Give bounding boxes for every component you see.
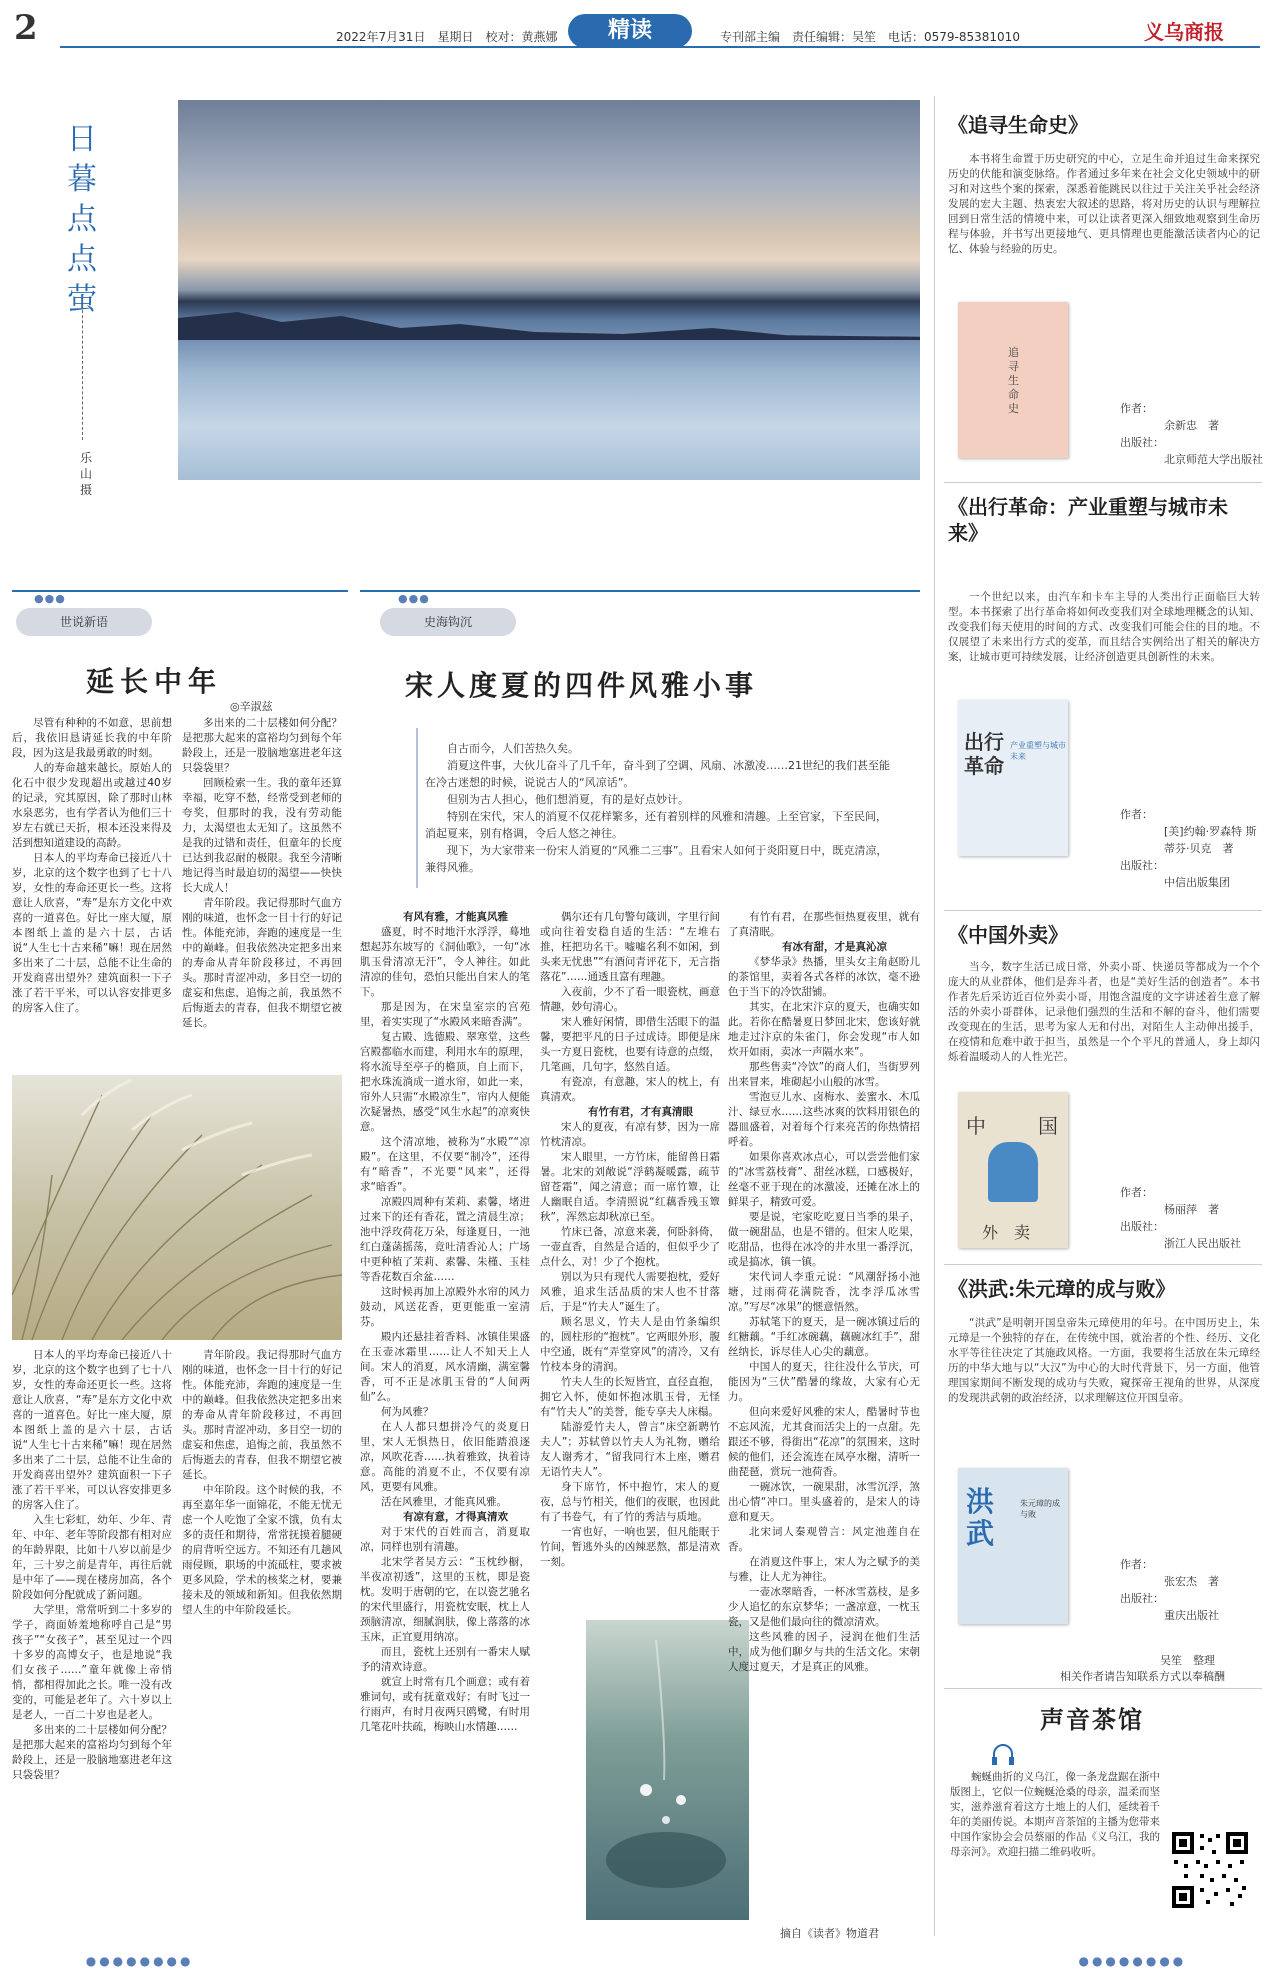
photo-author: 乐山 摄 [80, 451, 105, 497]
main-para: 陆游爱竹夫人，曾言“床空新聘竹夫人”；苏轼曾以竹夫人为礼物，赠给友人谢秀才，“留我同行木上座，赠君无语竹夫人”。 [540, 1421, 720, 1478]
book4-cover-subtitle: 朱元璋的成与败 [1020, 1499, 1060, 1519]
book4-title: 《洪武:朱元璋的成与败》 [948, 1277, 1176, 1301]
book3-desc-text: 当今，数字生活已成日常，外卖小哥、快递员等都成为一个个庞大的从业群体，他们是奔斗者，也是“美好生活的创造者”。本书作者先后采访近百位外卖小哥，用饱含温度的文字讲述着生意了解活的外卖小哥群体，记录他们强烈的生活和不解的奋斗，他们需要改变现在的生活，思考为家人无和付出，对陌生人主动伸出援手，在疫情和危难中敢于担当，虽然是一个个平凡的普通人，身上却闪烁着温暖动人的人性光芒。 [948, 961, 1260, 1063]
book2-author: [美]约翰·罗森特 斯蒂芬·贝克 著 [1164, 825, 1257, 855]
main-col1 [360, 910, 530, 1940]
reed-drawing [12, 1075, 342, 1340]
book4-info [1120, 1556, 1219, 1624]
section-badge [568, 14, 692, 48]
page-header [0, 0, 1272, 60]
main-para: 活在风雅里，才能真风雅。 [381, 1496, 507, 1508]
main-para: 有竹有君，在那些恒热夏夜里，就有了真清眠。 [728, 911, 920, 938]
main-para: 何为风雅？ [381, 1406, 434, 1418]
intro-para: 自古而今，人们苦热久矣。 [447, 742, 579, 755]
main-essay-title: 宋人度夏的四件风雅小事 [405, 669, 758, 702]
source-credit: 摘自《读者》物道君 [780, 1927, 879, 1940]
main-para: 在人人都只想拼冷气的炎夏日里，宋人无惧热日，依旧能踏浪逐凉，风吹花香……执着雅致，执着诗意。高能的消夏不止，不仅要有凉风，更要有风雅。 [360, 1421, 530, 1493]
main-para: 这些风雅的因子，浸润在他们生活中，成为他们聊夕与共的生活文化。宋朝人度过夏天，才是真正的风雅。 [728, 1631, 920, 1673]
main-para: 凉殿四周种有茉莉、素馨，堵进过来下的还有香花，置之清晨生凉；池中浮玫荷花万朵，每逢夏日，一池红白蓬菡摇荡，竟吐清香沁人；广场中更种植了茉莉、素馨、朱槿、玉桂等香花数百余盆…… [360, 1196, 530, 1283]
left-para: 大学里，常常听到二十多岁的学子，商面娇羞地称呼自己是“男孩子”“女孩子”，甚至见过一个四十多岁的高博女子，也是地说“我们女孩子……”童年就像上帝悄悄，都相得加此之长。唯一没有改变的，可能是老年了。六十岁以上是老人，一百二十岁也是老人。 [12, 1604, 172, 1721]
book3-title: 《中国外卖》 [948, 923, 1068, 947]
left-essay-author: ◎辛淑兹 [230, 700, 273, 713]
section-heading: 有竹有君，才有真清眼 [588, 1106, 693, 1118]
header-editors: 专刊部主编 责任编辑：吴笙 电话：0579-85381010 [720, 30, 1020, 44]
main-para: 这个清凉地，被称为“水殿”“凉殿”。在这里，不仅要“制冷”，还得有“暗香”，不光要“风来”，还得求“暗香”。 [360, 1136, 530, 1193]
main-para: 别以为只有现代人需要抱枕，爱好风雅，追求生活品质的宋人也不甘落后，于是“竹夫人”诞生了。 [540, 1271, 720, 1313]
main-para: 如果你喜欢冰点心，可以尝尝他们家的“冰雪荔枝膏”、甜丝冰糕，口感极好，丝毫不亚于现在的冰激凌，还摊在冰上的鲜果子，精致可爱。 [728, 1151, 920, 1208]
header-divider [60, 46, 1260, 48]
section-label: 精读 [607, 18, 652, 43]
left-essay-col1 [12, 716, 172, 1068]
left-para: 青年阶段。我记得那时气血方刚的味道，也怀念一目十行的好记性。体能充沛，奔跑的速度是一生中的巅峰。但我依然决定把多出来的寿命从青年阶段移过，不再回头。那时青涩冲动，多目空一切的虚妄和焦虑，追悔之前，我虽然不后悔逝去的青春，但我不期望它被延长。 [182, 897, 342, 1029]
brand-logo: 义乌商报 [1144, 20, 1224, 44]
main-para: 盛夏，时不时地汗水浮浮，蓦地想起苏东坡写的《洞仙歌》，一句“冰肌玉骨清凉无汗”，令人神往。如此清凉的佳句，恐怕只能出自宋人的笔下。 [360, 926, 530, 998]
main-para: 在消夏这件事上，宋人为之赋予的美与雅，让人尤为神往。 [728, 1556, 920, 1583]
main-para: 北宋词人秦观曾言：风定池莲自在香。 [728, 1526, 920, 1553]
page-footer-dots: ●●●●●●●● ●●●●●●●● [85, 1954, 1187, 1968]
main-para: 顾名思义，竹夫人是由竹条编织的，圆柱形的“抱枕”。它两眼外形，腹中空通，既有“弄堂穿风”的清冷，又有竹枝本身的清润。 [540, 1316, 720, 1373]
book4-publisher-label: 出版社： [1120, 1592, 1164, 1605]
section-heading: 有风有雅，才能真风雅 [403, 911, 508, 923]
book1-title: 《追寻生命史》 [948, 113, 1088, 137]
book2-publisher: 中信出版集团 [1164, 876, 1230, 889]
left-essay-col2 [182, 716, 342, 1068]
photo-title-divider [82, 300, 84, 440]
book1-desc-text: 本书将生命置于历史研究的中心，立足生命并追过生命来探究历史的伏能和演变脉络。作者通过多年来在社会文化史领域中的研习和对这些个案的探索，深悉着能跳民以往过于关注关乎社会经济发展的宏大主题、热衷宏大叙述的思路，将对历史的认识与理解拉回到日常生活的情境中来，可以让读者更深入细致地观察到生命历程与体验，并书写出更接地气、更具情理也更能激活读者内心的记忆、体验与经验的历史。 [948, 153, 1260, 255]
qr-code[interactable] [1170, 1830, 1250, 1910]
page-number: 2 [14, 8, 38, 48]
left-para: 日本人的平均寿命已接近八十岁，北京的这个数字也到了七十八岁，女性的寿命还更长一些。这将意让人欣喜，“寿”是东方文化中欢喜的一道喜色。好比一座大厦，原本图纸上盖的是六十层，古话说“人生七十古来稀”嘛！现在居然多出来了二十层，总能不让生命的开发商喜出望外？建筑面积一下子涨了若干平米，可以认容安排更多的房客入住了。 [12, 852, 172, 1014]
sidebar-contact: 相关作者请告知联系方式以奉稿酬 [1060, 1670, 1225, 1683]
left-para: 回顾检索一生。我的童年还算幸福，吃穿不愁，经常受到老师的夸奖，但那时的我，没有劳动能力，太渴望也太无知了。这虽然不是我的过错和责任，但童年的长度已达到我忍耐的极限。我至今清晰地记得当时最迫切的渴望——快快长大成人！ [182, 777, 342, 894]
main-para: 苏轼笔下的夏天，是一碗冰镇过后的红糖藕。“手红冰碗藕，藕碗冰红手”，甜丝纳长，诉尽佳人心尖的藕意。 [728, 1316, 920, 1358]
main-para: 这时候再加上凉殿外水帘的风力鼓动，风送花香，更更能重一室清芬。 [360, 1286, 530, 1328]
main-para: 而且，瓷枕上还别有一番宋人赋予的清欢诗意。 [360, 1646, 530, 1673]
main-para: 那些售卖“冷饮”的商人们，当街罗列出来冒来，堆砌起小山般的冰雪。 [728, 1061, 920, 1088]
intro-para: 消夏这件事，大伙儿奋斗了几千年，奋斗到了空调、风扇、冰激凌……21世纪的我们甚至能在冷古迷想的时候，说说古人的“风凉话”。 [425, 759, 890, 789]
left-essay-col4 [182, 1348, 342, 1938]
tag-shihai: 史海钩沉 [380, 608, 516, 636]
left-para: 多出来的二十层楼如何分配？是把那大起来的富裕均匀到每个年龄段上，还是一股脑地塞进老年这只袋袋里？ [182, 717, 342, 774]
sidebar-credits: 吴笙 整理 [1160, 1654, 1215, 1667]
book3-desc [948, 960, 1260, 1065]
main-para: 殿内还悬挂着香料、冰镇佳果盛在玉壶冰霜里……让人不知天上人间。宋人的消夏，风水清幽，满室馨香，可不正是冰肌玉骨的“人间两仙”么。 [360, 1331, 530, 1403]
main-para: 竹夫人生的长短皆宜，直径直抱，拥它入怀，使如怀抱冰肌玉骨，无怪有“竹夫人”的美誉，能专享夫人床榻。 [540, 1376, 720, 1418]
book4-publisher: 重庆出版社 [1164, 1609, 1219, 1622]
book2-publisher-label: 出版社： [1120, 859, 1164, 872]
main-para: 复古殿、选德殿、翠寒堂，这些宫殿都临水而建，利用水车的原理，将水流导至亭子的檐顶，自上而下，把水珠流淌成一道水帘，如此一来，帘外人只需“水殿凉生”，帘内人便能次疑暑热，感受“风生水起”的凉爽快意。 [360, 1031, 530, 1133]
main-para: 北宋学者吴方云：“玉枕纱橱，半夜凉初透”，这里的玉枕，即是瓷枕。发明于唐朝的它，在以瓷艺驰名的宋代里盛行，用瓷枕安眠，枕上人颈脑清凉，细腻润肤，像上落落的冰玉床，正宜夏用纳凉。 [360, 1556, 530, 1643]
headphone-icon [990, 1742, 1016, 1768]
book2-cover-subtitle: 产业重塑与城市未来 [1010, 741, 1066, 761]
section-heading: 有凉有意，才得真清欢 [403, 1511, 508, 1523]
left-essay-col3 [12, 1348, 172, 1938]
main-para: 要是说，宅家吃吃夏日当季的果子，做一碗甜品，也是不错的。但宋人吃果，吃甜品，也得在冰冷的井水里一番浮沉，或是搞冰，镇一镇。 [728, 1211, 920, 1268]
main-para: 一壶冰翠暗香，一杯冰雪荔枝，是多少人追忆的东京梦华；一盏凉意，一枕玉瓷，又是他们最向往的微凉清欢。 [728, 1586, 920, 1628]
main-col2 [540, 910, 720, 1610]
audio-teahouse-title: 声音茶馆 [1040, 1705, 1144, 1734]
book-separator [944, 1264, 1262, 1265]
book2-cover [958, 700, 1068, 856]
main-para: 其实，在北宋汴京的夏天，也确实如此。若你在酷暑夏日梦回北宋，您该好就地走过汴京的朱雀门，你会发现“市人如炊开如雨，卖冰一声隔水来”。 [728, 1001, 920, 1058]
delivery-rider-figure [988, 1142, 1038, 1202]
ice-water-photo [586, 1620, 749, 1920]
book-separator [944, 1688, 1262, 1689]
intro-para: 特别在宋代，宋人的消夏不仅花样繁多，还有着别样的风雅和清趣。上至官家，下至民间，消起夏来，别有格调，令后人悠之神往。 [425, 810, 887, 840]
book3-cover-bottom: 外 卖 [982, 1223, 1031, 1242]
book3-cover-char2: 国 [1038, 1114, 1058, 1138]
book1-author-label: 作者： [1120, 402, 1153, 415]
main-para: 对于宋代的百姓而言，消夏取凉，同样也别有清趣。 [360, 1526, 530, 1553]
mountain-silhouette [178, 300, 920, 340]
book2-desc [948, 590, 1260, 665]
main-para: 宋代词人李重元说：“风潮舒扬小池塘，过雨荷花满院香，沈李浮瓜冰雪凉。”写尽“冰果”的惬意悟然。 [728, 1271, 920, 1313]
water-drawing [586, 1620, 749, 1920]
main-para: 中国人的夏天，往往没什么节庆，可能因为“三伏”酷暑的缘故，大家有心无力。 [728, 1361, 920, 1403]
book2-info [1120, 806, 1260, 891]
main-para: 那是因为，在宋皇室宗的宫苑里，着实实现了“水殿风来暗香满”。 [360, 1001, 530, 1028]
lake-sunset-photo [178, 100, 920, 480]
book4-author: 张宏杰 著 [1164, 1575, 1219, 1588]
main-para: 《梦华录》热播，里头女主角赵盼儿的茶馆里，卖着各式各样的冰饮，毫不逊色于当下的冷饮甜铺。 [728, 956, 920, 998]
book-separator [944, 910, 1262, 911]
book2-author-label: 作者： [1120, 808, 1153, 821]
left-para: 日本人的平均寿命已接近八十岁，北京的这个数字也到了七十八岁，女性的寿命还更长一些。这将意让人欣喜，“寿”是东方文化中欢喜的一道喜色。好比一座大厦，原本图纸上盖的是六十层，古话说“人生七十古来稀”嘛！现在居然多出来了二十层，总能不让生命的开发商喜出望外？建筑面积一下子涨了若干平米，可以认容安排更多的房客入住了。 [12, 1349, 172, 1511]
main-para: 宋人雅好闲情，即借生活眼下的温馨，要把平凡的日子过成诗。即便是床头一方夏日瓷枕，也要有诗意的点缀，几笔画，几句字，悠然自适。 [540, 1016, 720, 1073]
book3-cover-char1: 中 [966, 1114, 986, 1138]
reed-grass-photo [12, 1075, 342, 1340]
book4-cover [958, 1468, 1068, 1624]
book1-cover-title: 追寻生命史 [1008, 346, 1019, 415]
book1-author: 余新忠 著 [1164, 419, 1219, 432]
left-para: 尽管有种种的不如意，思前想后，我依旧恳请延长我的中年阶段，因为这是我最勇敢的时刻。 [12, 717, 172, 759]
book1-cover [958, 302, 1068, 458]
left-para: 中年阶段。这个时候的我，不再至嘉年华一面锦花，不能无忧无虑一个人吃饱了全家不饿，负有太多的责任和期待，常常抚摸着腿硬的肩背听空远方。不知还有几趟风雨侵顾，职场的中流砥柱，要求被更多风险，学术的核桨之材，要兼接未及的领域和新知。但我依然期望人生的中年阶段延长。 [182, 1484, 342, 1616]
book4-desc [948, 1316, 1260, 1406]
section-heading: 有冰有甜，才是真沁凉 [782, 941, 887, 953]
main-col3 [728, 910, 920, 1940]
main-para: 身下席竹，怀中抱竹，宋人的夏夜，总与竹相关，他们的夜眠，也因此有了书卷气，有了竹的秀洁与质地。 [540, 1481, 720, 1523]
book4-cover-title: 洪武 [966, 1485, 995, 1550]
book2-desc-text: 一个世纪以来，由汽车和卡车主导的人类出行正面临巨大转型。本书探索了出行革命将如何改变我们对全球地理概念的认知、改变我们每天使用的时间的方式、改变我们可能会住的目的地。不仅展望了未来出行方式的变革，而且结合实例给出了相关的解决方案，让城市更可持续发展，让经济创造更具创新性的未来。 [948, 591, 1260, 663]
book-separator [944, 482, 1262, 483]
audio-teahouse-desc [950, 1770, 1160, 1860]
main-essay-intro [425, 740, 895, 876]
main-para: 一宵也好，一响也罢，但凡能眠于竹间，暂逃外头的凶辣恶熬，都是清欢一刻。 [540, 1526, 720, 1568]
photo-title: 日暮点点萤 [67, 122, 97, 317]
book3-author-label: 作者： [1120, 1186, 1153, 1199]
book4-desc-text: “洪武”是明朝开国皇帝朱元璋使用的年号。在中国历史上，朱元璋是一个独特的存在，在传统中国，就治者的个性、经历、文化水平等往往决定了其施政风格。一方面，我要将生活放在朱元璋经历的中华大地与以“大汉”为中心的大时代背景下，另一方面，他管理国家期间不断发现的成功与失败，窥探帝王视角的世界，从深度的发现洪武朝的政治经济，以求理解这位开国皇帝。 [948, 1317, 1260, 1404]
tag-dots: ●●● [398, 592, 430, 605]
intro-para: 但别为古人担心，他们想消夏，有的是好点妙计。 [447, 793, 689, 806]
main-para: 雪泡豆儿水、卤梅水、姜蜜水、木瓜汁、绿豆水……这些冰爽的饮料用银色的器皿盛着，对着每个行来亮苦的你热情招呼着。 [728, 1091, 920, 1148]
main-para: 宋人眼里，一方竹床，能留兽日霜暑。北宋的刘敞说“浮鹤凝暖露，疏节留苍霜”，闻之清意；而一席竹簟，让人幽眠自适。李清照说“红藕香残玉簟秋”，浑然忘却秋凉已至。 [540, 1151, 720, 1223]
main-para: 偶尔还有几句警句箴训，字里行间或向往着安稳自适的生活：“左堆右推，枉把功名干。嘘嘘名利不如闲，到头来无忧患”“有酒问青评花下，无言指落花”……通透且富有理趣。 [540, 911, 720, 983]
left-para: 青年阶段。我记得那时气血方刚的味道，也怀念一目十行的好记性。体能充沛，奔跑的速度是一生中的巅峰。但我依然决定把多出来的寿命从青年阶段移过，不再回头。那时青涩冲动，多目空一切的虚妄和焦虑，追悔之前，我虽然不后悔逝去的青春，但我不期望它被延长。 [182, 1349, 342, 1481]
audio-teahouse-desc-text: 蜿蜒曲折的义乌江，像一条龙盘踞在浙中版图上，它似一位蜿蜒沧桑的母亲，温柔而坚实，滋养滋育着这方土地上的人们，延续着千年的美丽传说。本期声音茶馆的主播为您带来中国作家协会会员蔡丽的作品《义乌江，我的母亲河》。欢迎扫描二维码收听。 [950, 1771, 1160, 1858]
main-para: 就宣上时常有几个画意；或有着雅词句，或有抚童戏好；有时飞过一行雨声，有时月夜两只鸥鹭，有时用几笔花叶扶疏，梅映山水情趣…… [360, 1676, 530, 1733]
main-para: 入夜前，少不了看一眼瓷枕，画意情趣，妙句清心。 [540, 986, 720, 1013]
book2-cover-title: 出行革命 [964, 730, 1004, 778]
left-para: 入生七彩虹，幼年、少年、青年、中年、老年等阶段都有相对应的年龄界限，比如十八岁以前是少年，三十岁之前是青年，再往后就是中年了——现在楼房加高，各个阶段如何分配就成了新问题。 [12, 1514, 172, 1601]
tag-shishuo: 世说新语 [16, 608, 152, 636]
main-para: 一碗冰饮，一碗果甜，冰雪沉浮，煞出心情“冲口。里头盛着的，是宋人的诗意和夏天。 [728, 1481, 920, 1523]
sidebar-divider [934, 96, 935, 1936]
main-para: 但向来爱好风雅的宋人，酷暑时节也不忘风流，尤其食而活尖上的一点甜。先跟还不够，得街出“花凉”的氛围来，这时候的他们，还会流连在凤亭水榭，清听一曲琵琶，赏玩一池荷香。 [728, 1406, 920, 1478]
book3-cover [958, 1092, 1068, 1248]
left-essay-title: 延长中年 [86, 665, 223, 698]
book3-publisher: 浙江人民出版社 [1164, 1237, 1241, 1250]
book2-title: 《出行革命：产业重塑与城市未来》 [948, 495, 1228, 545]
tag-dots: ●●● [34, 592, 66, 605]
book3-info [1120, 1184, 1241, 1252]
main-para: 宋人的夏夜，有凉有梦，因为一席竹枕清凉。 [540, 1121, 720, 1148]
book1-desc [948, 152, 1260, 257]
main-essay-divider [360, 590, 920, 592]
left-para: 多出来的二十层楼如何分配？是把那大起来的富裕均匀到每个年龄段上，还是一股脑地塞进老年这只袋袋里？ [12, 1724, 172, 1781]
header-meta: 2022年7月31日 星期日 校对：黄燕娜 [336, 30, 558, 44]
intro-para: 现下，为大家带来一份宋人消夏的“风雅二三事”。且看宋人如何于炎阳夏日中，既克清凉，兼得风雅。 [425, 844, 888, 874]
book1-publisher: 北京师范大学出版社 [1164, 453, 1263, 466]
book3-author: 杨丽萍 著 [1164, 1203, 1219, 1216]
left-para: 人的寿命越来越长。原始人的化石中很少发现超出或越过40岁的记录，究其原因，除了那时山林水泉恶劣，也有学者认为他们三十岁左右就已天折，根本还没来得及活到想知道建设的高龄。 [12, 762, 172, 849]
book4-author-label: 作者： [1120, 1558, 1153, 1571]
book1-publisher-label: 出版社： [1120, 436, 1164, 449]
main-para: 有瓷凉，有意趣，宋人的枕上，有真清欢。 [540, 1076, 720, 1103]
main-para: 竹床已备，凉意来袭，何卧斜倚，一壶直香，自然是合适的，但似乎少了点什么，对！少了个抱枕。 [540, 1226, 720, 1268]
book1-info [1120, 400, 1263, 468]
book3-publisher-label: 出版社： [1120, 1220, 1164, 1233]
